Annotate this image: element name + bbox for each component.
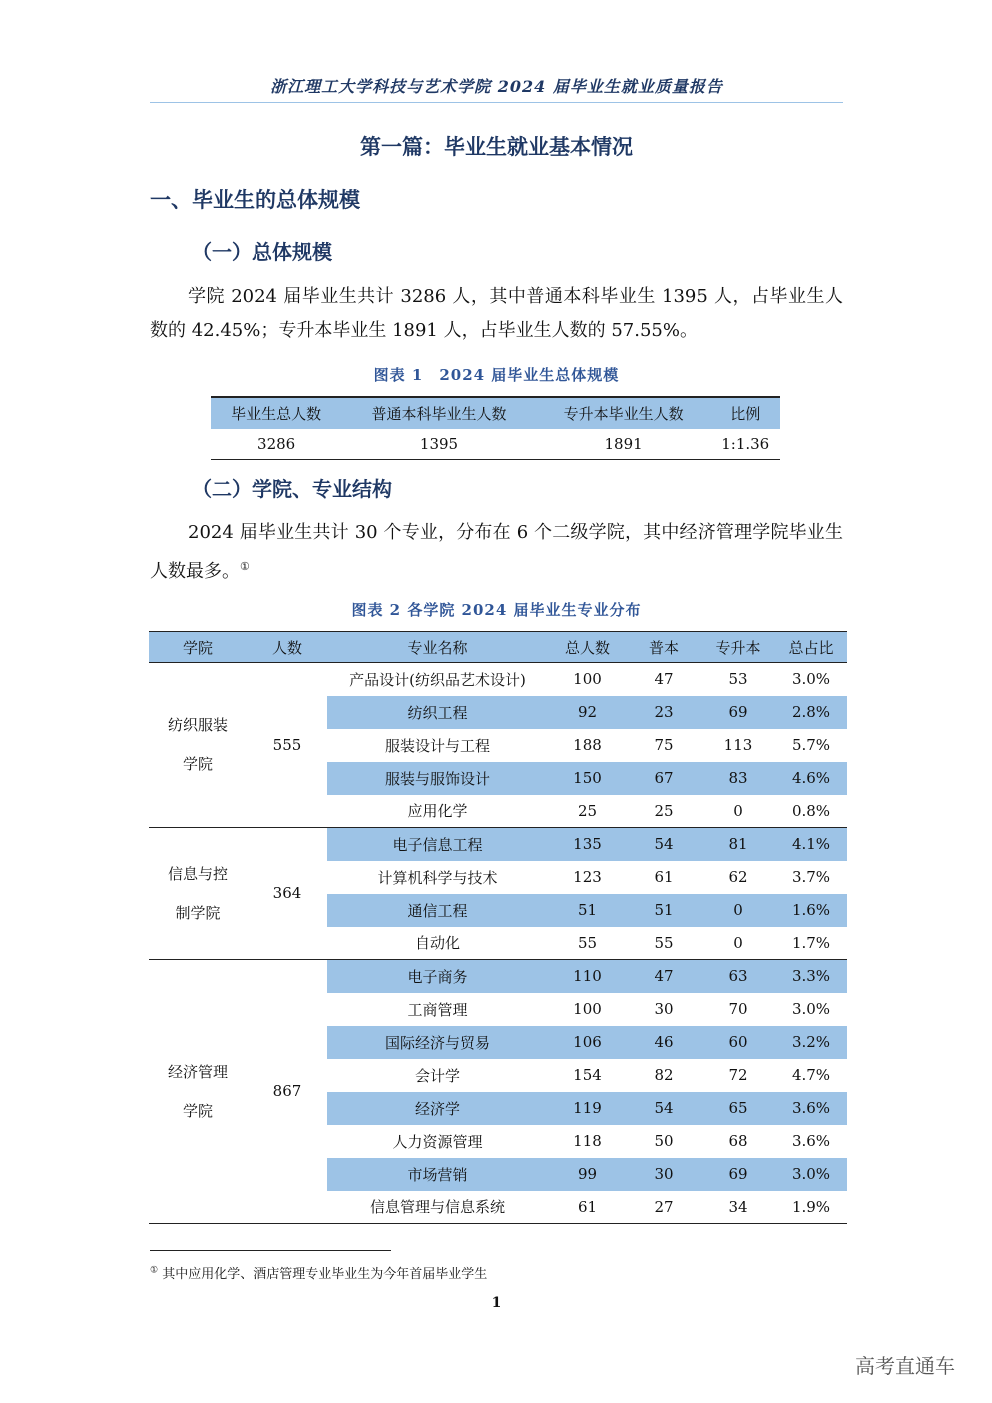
column-header: 专升本毕业生人数 xyxy=(537,397,711,429)
table-cell: 67 xyxy=(627,762,701,795)
table-cell: 1.6% xyxy=(775,894,847,927)
table-cell: 113 xyxy=(723,736,753,754)
table-cell: 25 xyxy=(627,795,701,828)
table-cell: 3.6% xyxy=(775,1092,847,1125)
major-name-cell: 通信工程 xyxy=(327,894,548,927)
table-cell: 1:1.36 xyxy=(710,429,780,459)
table-cell: 135 xyxy=(548,828,627,861)
table-header-row xyxy=(211,397,780,429)
table-cell: 1.7% xyxy=(775,927,847,960)
major-name-cell: 市场营销 xyxy=(327,1158,548,1191)
column-header: 专升本 xyxy=(701,632,775,663)
table-cell: 54 xyxy=(627,828,701,861)
table-cell: 92 xyxy=(548,696,627,729)
paragraph-structure xyxy=(150,516,843,589)
table-cell: 123 xyxy=(573,868,602,886)
college-cell xyxy=(149,663,247,828)
table-cell: 47 xyxy=(654,670,674,689)
overall-scale-table xyxy=(211,396,780,460)
table-cell: 118 xyxy=(573,1132,602,1150)
table-cell: 23 xyxy=(627,696,701,729)
table-cell: 65 xyxy=(701,1092,775,1125)
table-cell: 62 xyxy=(728,868,748,886)
column-header: 总占比 xyxy=(775,632,847,663)
table-cell: 47 xyxy=(627,960,701,993)
table-cell: 82 xyxy=(654,1066,674,1084)
table-cell: 69 xyxy=(701,1158,775,1191)
table-cell: 0 xyxy=(701,927,775,960)
table-cell: 53 xyxy=(728,670,748,689)
table-cell: 188 xyxy=(573,736,602,754)
table2-caption: 图表 2 各学院 2024 届毕业生专业分布 xyxy=(351,601,642,619)
table-cell: 3.7% xyxy=(791,868,831,886)
subsection-title-scale: （一）总体规模 xyxy=(192,240,332,264)
table-row xyxy=(211,429,780,459)
table-cell: 55 xyxy=(627,927,701,960)
table-cell: 72 xyxy=(728,1066,748,1084)
college-name-line: 信息与控 xyxy=(167,864,228,883)
table-header-row xyxy=(149,632,847,663)
college-cell xyxy=(149,828,247,960)
column-header: 普通本科毕业生人数 xyxy=(341,397,536,429)
major-name-cell: 国际经济与贸易 xyxy=(327,1026,548,1059)
table-cell: 154 xyxy=(573,1066,602,1084)
table-row xyxy=(149,828,847,861)
table-cell: 27 xyxy=(627,1191,701,1224)
college-cell xyxy=(149,960,247,1224)
table-row xyxy=(149,663,847,696)
table-cell: 81 xyxy=(701,828,775,861)
table-cell: 5.7% xyxy=(791,736,831,754)
column-header: 毕业生总人数 xyxy=(211,397,341,429)
page-header: 浙江理工大学科技与艺术学院 2024 届毕业生就业质量报告 xyxy=(270,77,723,96)
table-cell: 99 xyxy=(548,1158,627,1191)
table-cell: 0.8% xyxy=(775,795,847,828)
table-cell: 100 xyxy=(573,670,602,689)
column-header: 人数 xyxy=(247,632,327,663)
major-name-cell: 电子商务 xyxy=(327,960,548,993)
header-divider xyxy=(150,102,843,103)
table-cell: 60 xyxy=(701,1026,775,1059)
major-name-cell: 经济学 xyxy=(327,1092,548,1125)
table-cell: 30 xyxy=(654,1000,674,1018)
table-cell: 0 xyxy=(701,795,775,828)
table-cell: 69 xyxy=(701,696,775,729)
column-header: 普本 xyxy=(627,632,701,663)
table1-caption: 图表 1 2024 届毕业生总体规模 xyxy=(373,366,620,384)
table-cell: 25 xyxy=(548,795,627,828)
table-cell: 1891 xyxy=(537,429,711,459)
table-cell: 83 xyxy=(701,762,775,795)
column-header: 总人数 xyxy=(548,632,627,663)
table-cell: 51 xyxy=(548,894,627,927)
table-cell: 63 xyxy=(701,960,775,993)
major-name-cell: 纺织工程 xyxy=(327,696,548,729)
table-cell: 34 xyxy=(701,1191,775,1224)
table-cell: 61 xyxy=(548,1191,627,1224)
paragraph-overall-scale: 学院 2024 届毕业生共计 3286 人，其中普通本科毕业生 1395 人，占毕业生人数的 42.45%；专升本毕业生 1891 人，占毕业生人数的 57.55%。 xyxy=(150,286,843,341)
footnote-reference: ① xyxy=(240,560,250,573)
major-name-cell: 自动化 xyxy=(327,927,548,960)
college-name-line: 学院 xyxy=(182,755,213,773)
college-count-cell: 555 xyxy=(247,663,327,828)
footnote xyxy=(150,1263,487,1282)
table-cell: 50 xyxy=(654,1132,674,1150)
major-distribution-table xyxy=(149,631,847,1224)
table-cell: 3.3% xyxy=(775,960,847,993)
watermark: 高考直通车 xyxy=(855,1354,955,1378)
college-name-line: 学院 xyxy=(182,1101,213,1120)
column-header: 专业名称 xyxy=(327,632,548,663)
table-cell: 1.9% xyxy=(775,1191,847,1224)
table-cell: 3286 xyxy=(211,429,341,459)
table-cell: 30 xyxy=(627,1158,701,1191)
table-cell: 4.1% xyxy=(775,828,847,861)
table-row xyxy=(149,960,847,993)
page-number: 1 xyxy=(491,1295,502,1311)
table-cell: 68 xyxy=(728,1132,748,1150)
table-cell: 106 xyxy=(548,1026,627,1059)
column-header: 学院 xyxy=(149,632,247,663)
major-name-cell: 工商管理 xyxy=(407,1000,468,1019)
footnote-text: 其中应用化学、酒店管理专业毕业生为今年首届毕业学生 xyxy=(162,1267,488,1282)
table-cell: 3.2% xyxy=(775,1026,847,1059)
major-name-cell: 人力资源管理 xyxy=(392,1132,483,1151)
major-name-cell: 信息管理与信息系统 xyxy=(327,1191,548,1224)
table-cell: 3.0% xyxy=(791,670,831,689)
table-cell: 110 xyxy=(548,960,627,993)
column-header: 比例 xyxy=(710,397,780,429)
table-cell: 55 xyxy=(548,927,627,960)
subsection-title-structure: （二）学院、专业结构 xyxy=(192,477,392,501)
footnote-marker: ① xyxy=(150,1265,159,1276)
college-name-line: 经济管理 xyxy=(167,1062,228,1081)
table-body xyxy=(149,663,847,1224)
table-cell: 0 xyxy=(701,894,775,927)
footnote-divider xyxy=(150,1250,391,1251)
table-cell: 1395 xyxy=(341,429,536,459)
table-cell: 150 xyxy=(548,762,627,795)
table-cell: 3.6% xyxy=(791,1132,831,1150)
college-name-line: 纺织服装 xyxy=(167,716,228,734)
major-name-cell: 服装设计与工程 xyxy=(384,736,490,755)
table-cell: 4.7% xyxy=(791,1066,831,1084)
table-cell: 51 xyxy=(627,894,701,927)
college-name-line: 制学院 xyxy=(175,903,221,922)
college-count-cell: 364 xyxy=(247,828,327,960)
college-count-cell: 867 xyxy=(247,960,327,1224)
part-title: 第一篇：毕业生就业基本情况 xyxy=(360,135,633,159)
major-name-cell: 应用化学 xyxy=(327,795,548,828)
table-cell: 46 xyxy=(627,1026,701,1059)
table-cell: 3.0% xyxy=(791,1000,831,1018)
major-name-cell: 电子信息工程 xyxy=(327,828,548,861)
table-cell: 3.0% xyxy=(775,1158,847,1191)
table-cell: 4.6% xyxy=(775,762,847,795)
paragraph-text: 2024 届毕业生共计 30 个专业，分布在 6 个二级学院，其中经济管理学院毕业生人数最多。 xyxy=(150,522,843,582)
table-cell: 2.8% xyxy=(775,696,847,729)
table-cell: 119 xyxy=(548,1092,627,1125)
major-name-cell: 会计学 xyxy=(414,1066,460,1085)
major-name-cell: 计算机科学与技术 xyxy=(377,868,498,887)
table-cell: 75 xyxy=(654,736,674,754)
table-cell: 61 xyxy=(654,868,674,886)
major-name-cell: 产品设计(纺织品艺术设计) xyxy=(349,670,526,689)
table-cell: 70 xyxy=(728,1000,748,1018)
section-title: 一、毕业生的总体规模 xyxy=(150,188,360,212)
table-cell: 54 xyxy=(627,1092,701,1125)
table-cell: 100 xyxy=(573,1000,602,1018)
major-name-cell: 服装与服饰设计 xyxy=(327,762,548,795)
